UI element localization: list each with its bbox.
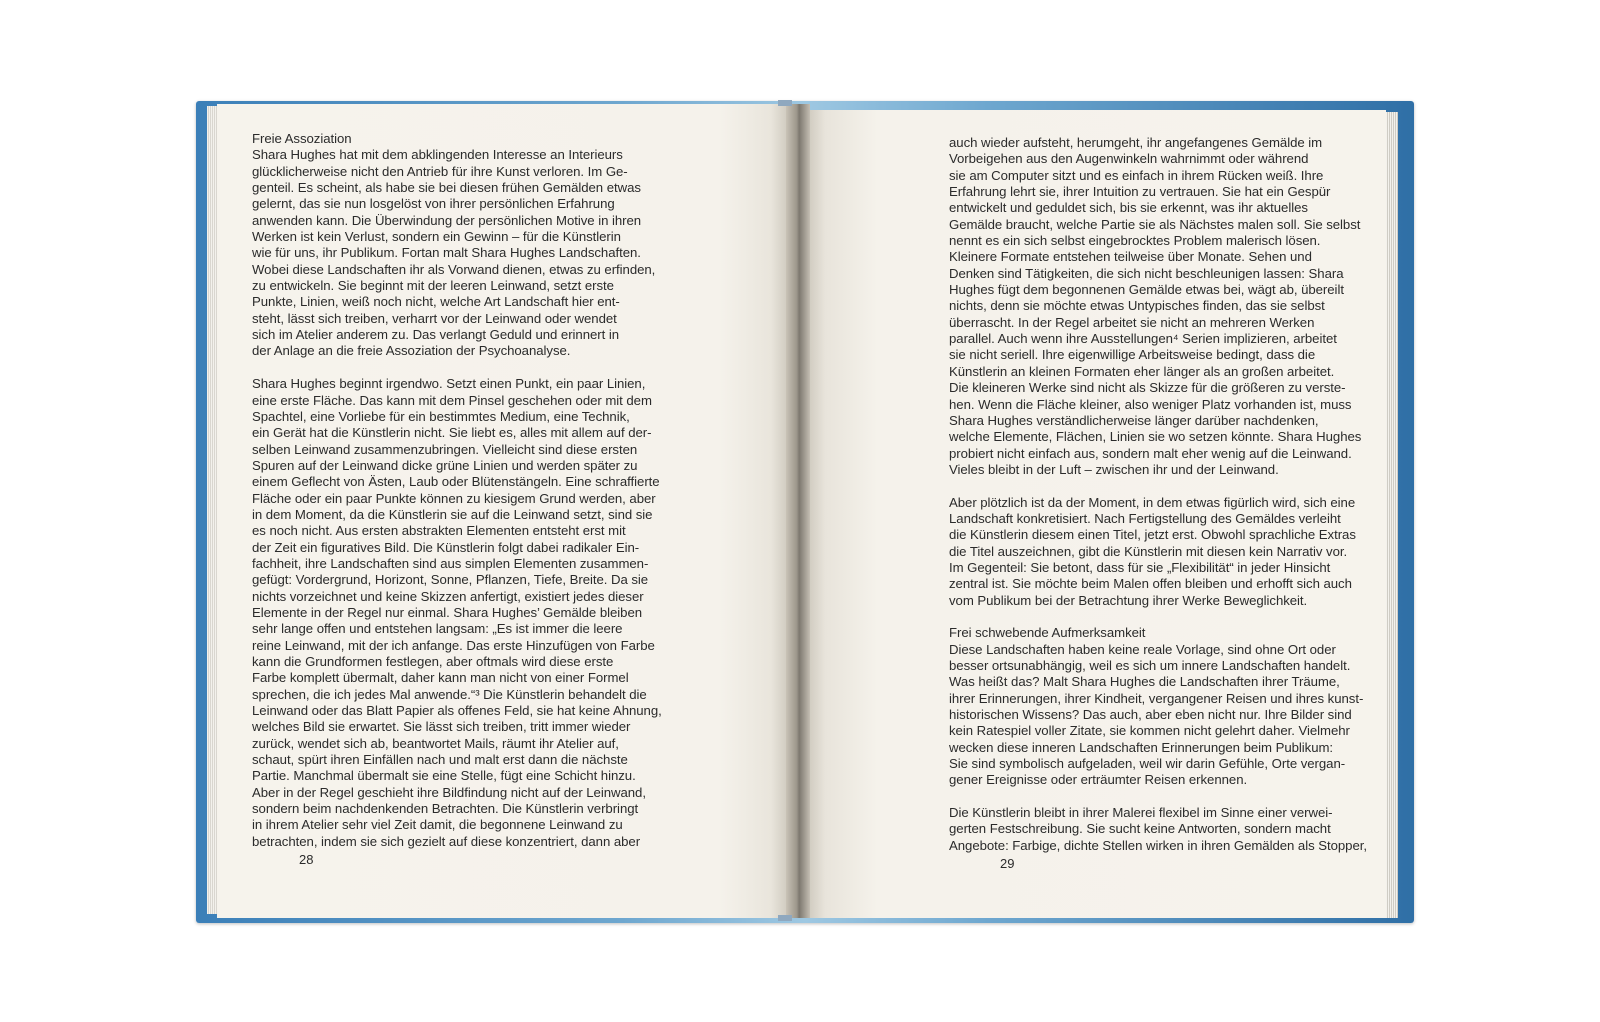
headband-top <box>778 100 792 106</box>
text-line: anwenden kann. Die Überwindung der persönlichen Motive in ihren <box>252 212 642 228</box>
right-page-text <box>949 135 1367 854</box>
text-line: historischen Wissens? Das auch, aber eben nicht nur. Ihre Bilder sind <box>949 707 1352 723</box>
text-line: schaut, spürt ihren Einfällen nach und malt erst dann die nächste <box>252 752 628 768</box>
text-line: Landschaft konkretisiert. Nach Fertigstellung des Gemäldes verleiht <box>949 510 1341 526</box>
text-line: Die Künstlerin bleibt in ihrer Malerei flexibel im Sinne einer verwei- <box>949 805 1333 821</box>
text-line: entwickelt und geduldet sich, bis sie erkennt, was ihr aktuelles <box>949 200 1308 216</box>
text-line: ein Gerät hat die Künstlerin nicht. Sie liebt es, alles mit allem auf der- <box>252 425 652 441</box>
text-line: kann die Grundformen festlegen, aber oftmals wird diese erste <box>252 654 614 669</box>
page-edges-right <box>1384 112 1398 918</box>
text-line: Was heißt das? Malt Shara Hughes die Landschaften ihrer Träume, <box>949 674 1340 690</box>
text-line: genteil. Es scheint, als habe sie bei diesen frühen Gemälden etwas <box>252 180 641 196</box>
text-line: Frei schwebende Aufmerksamkeit <box>949 625 1146 641</box>
text-line: Elemente in der Regel nur einmal. Shara Hughes’ Gemälde bleiben <box>252 604 643 620</box>
text-line: betrachten, indem sie sich gezielt auf diese konzentriert, dann aber <box>252 833 641 849</box>
text-line: Sie sind symbolisch aufgeladen, weil wir darin Gefühle, Orte vergan- <box>949 756 1346 772</box>
text-line: glücklicherweise nicht den Antrieb für ihre Kunst verloren. Im Ge- <box>252 163 628 179</box>
text-line: Spuren auf der Leinwand dicke grüne Linien und werden später zu <box>252 457 638 473</box>
text-line: gelernt, das sie nun losgelöst von ihrer persönlichen Erfahrung <box>252 196 615 212</box>
text-line: Hughes fügt dem begonnenen Gemälde etwas bei, wägt ab, übereilt <box>949 282 1344 298</box>
text-line: steht, lässt sich treiben, verharrt vor der Leinwand oder wendet <box>252 310 617 326</box>
text-line: es noch nicht. Aus ersten abstrakten Elementen entsteht erst mit <box>252 523 626 539</box>
text-line: Erfahrung lehrt sie, ihrer Intuition zu vertrauen. Sie hat ein Gespür <box>949 184 1331 200</box>
text-line: sie nicht seriell. Ihre eigenwillige Arbeitsweise bedingt, dass die <box>949 347 1316 363</box>
text-line: Farbe komplett übermalt, daher kann man nicht von einer Formel <box>252 670 629 686</box>
text-line: Angebote: Farbige, dichte Stellen wirken in ihren Gemälden als Stopper, <box>949 837 1367 853</box>
text-line: Im Gegenteil: Sie betont, dass für sie „Flexibilität“ in jeder Hinsicht <box>949 559 1331 575</box>
text-line: fachheit, ihre Landschaften sind aus simplen Elementen zusammen- <box>252 555 649 571</box>
text-line: Spachtel, eine Vorliebe für ein bestimmtes Medium, eine Technik, <box>252 408 630 424</box>
text-line: sich im Atelier anderem zu. Das verlangt Geduld und erinnert in <box>252 327 620 343</box>
text-line: Gemälde braucht, welche Partie sie als Nächstes malen soll. Sie selbst <box>949 216 1361 232</box>
text-line: die Künstlerin diesem einen Titel, jetzt erst. Obwohl sprachliche Extras <box>949 527 1356 543</box>
text-line: Künstlerin an kleinen Formaten eher länger als an großen arbeitet. <box>949 363 1335 379</box>
text-line: besser ortsunabhängig, weil es sich um innere Landschaften handelt. <box>949 658 1351 673</box>
text-line: nichts, denn sie möchte etwas Untypisches finden, das sie selbst <box>949 298 1325 314</box>
paragraph-gap <box>949 478 1367 494</box>
text-line: Leinwand oder das Blatt Papier als offenes Feld, sie hat keine Ahnung, <box>252 703 662 719</box>
text-line: auch wieder aufsteht, herumgeht, ihr angefangenes Gemälde im <box>949 135 1323 150</box>
text-line: reine Leinwand, mit der ich anfange. Das erste Hinzufügen von Farbe <box>252 637 655 653</box>
text-line: Denken sind Tätigkeiten, die sich nicht beschleunigen lassen: Shara <box>949 265 1344 281</box>
text-line: in ihrem Atelier sehr viel Zeit damit, die begonnene Leinwand zu <box>252 817 623 833</box>
text-line: Fläche oder ein paar Punkte können zu kiesigem Grund werden, aber <box>252 490 656 506</box>
left-page-text <box>252 131 662 850</box>
text-line: gener Ereignisse oder erträumter Reisen erkennen. <box>949 772 1248 788</box>
text-line: wecken diese inneren Landschaften Erinnerungen beim Publikum: <box>949 739 1334 755</box>
text-line: Partie. Manchmal übermalt sie eine Stelle, fügt eine Schicht hinzu. <box>252 768 636 784</box>
text-line: vom Publikum bei der Betrachtung ihrer Werke Beweglichkeit. <box>949 592 1308 608</box>
text-line: ihrer Erinnerungen, ihrer Kindheit, vergangener Reisen und ihres kunst- <box>949 690 1364 706</box>
text-line: Kleinere Formate entstehen teilweise über Monate. Sehen und <box>949 249 1312 265</box>
page-number-left: 28 <box>299 852 314 867</box>
text-line: Punkte, Linien, weiß noch nicht, welche Art Landschaft hier ent- <box>252 294 620 310</box>
text-line: sondern beim nachdenkenden Betrachten. Die Künstlerin verbringt <box>252 801 639 817</box>
text-line: hen. Wenn die Fläche kleiner, also weniger Platz vorhanden ist, muss <box>949 396 1352 412</box>
text-line: selben Leinwand zusammenzubringen. Vielleicht sind diese ersten <box>252 441 638 457</box>
text-line: einem Geflecht von Ästen, Laub oder Blütenstängeln. Eine schraffierte <box>252 474 660 490</box>
text-line: überrascht. In der Regel arbeitet sie nicht an mehreren Werken <box>949 314 1315 330</box>
text-line: Aber in der Regel geschieht ihre Bildfindung nicht auf der Leinwand, <box>252 784 646 800</box>
paragraph-gap <box>252 360 662 376</box>
page-number-right: 29 <box>1000 856 1015 871</box>
text-line: parallel. Auch wenn ihre Ausstellungen⁴ Serien implizieren, arbeitet <box>949 331 1337 347</box>
text-line: sprechen, die ich jedes Mal anwende.“³ Die Künstlerin behandelt die <box>252 686 647 702</box>
text-line: der Zeit ein figuratives Bild. Die Künstlerin folgt dabei radikaler Ein- <box>252 539 640 555</box>
text-line: welche Elemente, Flächen, Linien sie wo setzen könnte. Shara Hughes <box>949 429 1362 445</box>
text-line: Shara Hughes beginnt irgendwo. Setzt einen Punkt, ein paar Linien, <box>252 376 646 392</box>
text-line: zentral ist. Sie möchte beim Malen offen bleiben und erhofft sich auch <box>949 576 1352 592</box>
text-line: Die kleineren Werke sind nicht als Skizze für die größeren zu verste- <box>949 380 1346 396</box>
text-line: Wobei diese Landschaften ihr als Vorwand dienen, etwas zu erfinden, <box>252 261 656 277</box>
text-line: probiert nicht einfach aus, sondern malt eher wenig auf die Leinwand. <box>949 445 1352 461</box>
text-line: nennt es ein sich selbst eingebrocktes Problem malerisch lösen. <box>949 233 1321 249</box>
text-line: gefügt: Vordergrund, Horizont, Sonne, Pflanzen, Tiefe, Breite. Da sie <box>252 572 649 588</box>
text-line: sehr lange offen und entstehen langsam: „Es ist immer die leere <box>252 621 623 637</box>
text-line: der Anlage an die freie Assoziation der Psychoanalyse. <box>252 343 571 359</box>
text-line: Vorbeigehen aus den Augenwinkeln wahrnimmt oder während <box>949 151 1309 167</box>
text-line: Shara Hughes hat mit dem abklingenden Interesse an Interieurs <box>252 147 623 163</box>
text-line: zurück, wendet sich ab, beantwortet Mails, räumt ihr Atelier auf, <box>252 735 619 751</box>
text-line: gerten Festschreibung. Sie sucht keine Antworten, sondern macht <box>949 821 1331 837</box>
text-line: Werken ist kein Verlust, sondern ein Gewinn – für die Künstlerin <box>252 229 621 245</box>
text-line: sie am Computer sitzt und es einfach in ihrem Rücken weiß. Ihre <box>949 167 1324 183</box>
paragraph-gap <box>949 789 1367 805</box>
text-line: Freie Assoziation <box>252 131 352 146</box>
text-line: zu entwickeln. Sie beginnt mit der leeren Leinwand, setzt erste <box>252 278 614 294</box>
text-line: die Titel auszeichnen, gibt die Künstlerin mit diesen kein Narrativ vor. <box>949 543 1348 559</box>
text-line: kein Ratespiel voller Zitate, sie kommen nicht gelehrt daher. Vielmehr <box>949 723 1350 739</box>
text-line: welches Bild sie erwartet. Sie lässt sich treiben, tritt immer wieder <box>252 719 631 735</box>
text-line: eine erste Fläche. Das kann mit dem Pinsel geschehen oder mit dem <box>252 392 652 408</box>
text-line: nichts vorzeichnet und keine Skizzen anfertigt, existiert jedes dieser <box>252 588 644 604</box>
text-line: Vieles bleibt in der Luft – zwischen ihr und der Leinwand. <box>949 461 1279 477</box>
text-line: Shara Hughes verständlicherweise länger darüber nachdenken, <box>949 412 1319 428</box>
text-line: wie für uns, ihr Publikum. Fortan malt Shara Hughes Landschaften. <box>252 245 641 261</box>
text-line: Aber plötzlich ist da der Moment, in dem etwas figürlich wird, sich eine <box>949 494 1356 510</box>
book-gutter <box>786 104 810 918</box>
text-line: in dem Moment, da die Künstlerin sie auf die Leinwand setzt, sind sie <box>252 506 653 522</box>
paragraph-gap <box>949 609 1367 625</box>
headband-bottom <box>778 915 792 921</box>
text-line: Diese Landschaften haben keine reale Vorlage, sind ohne Ort oder <box>949 641 1336 657</box>
